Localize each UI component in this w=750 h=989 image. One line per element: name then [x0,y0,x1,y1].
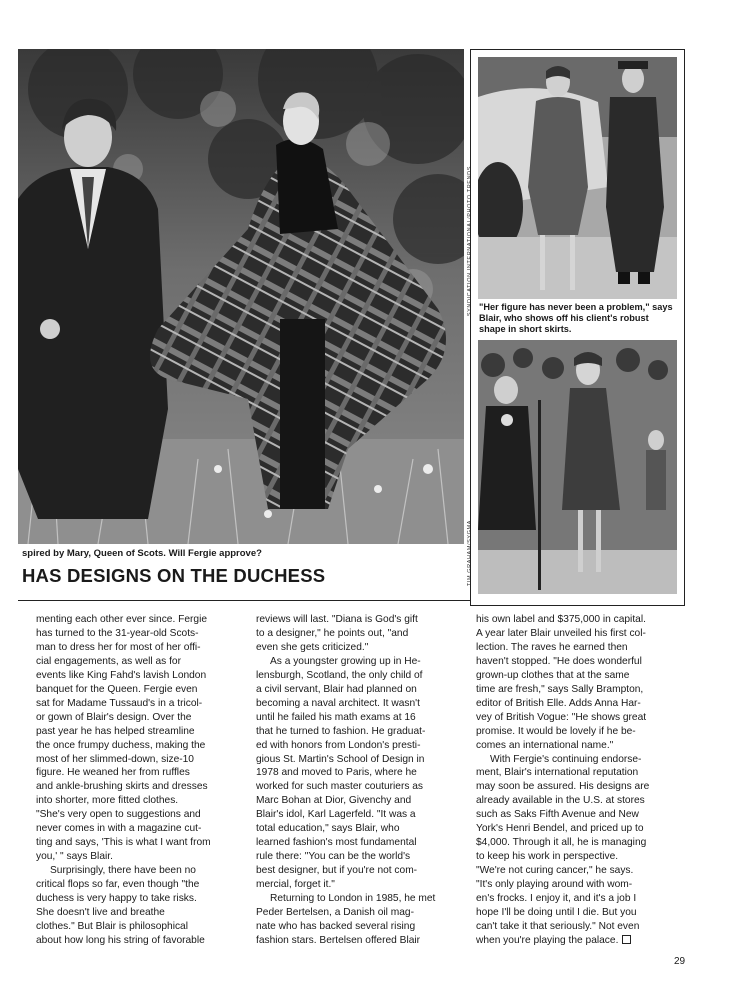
text-line: ed with honors from London's presti- [256,739,421,751]
photo-frame-right [684,49,685,606]
text-line: his own label and $375,000 in capital. [476,614,646,625]
caption-main-photo: spired by Mary, Queen of Scots. Will Fergie approve? [22,548,262,559]
text-line: never comes in with a magazine cut- [36,823,202,835]
last-line-text: when you're playing the palace. [476,934,619,946]
text-line-last [476,934,681,948]
main-photo-illustration [18,49,464,544]
text-line: Peder Bertelsen, a Danish oil mag- [256,907,414,919]
text-line: haven't stopped. "He does wonderful [476,655,642,667]
photo-frame-top [470,49,685,50]
text-line: 1978 and moved to Paris, where he [256,767,417,779]
text-line: duchess is very happy to take risks. [36,893,197,905]
photo-duchess-in-crowd-illustration [478,340,677,594]
text-line: the once frumpy duchess, making the [36,739,206,751]
text-line: promise. It would be lovely if he be- [476,725,636,737]
text-line: worked for such master couturiers as [256,781,424,793]
text-line: to a designer," he points out, "and [256,627,409,639]
text-line: "She's very open to suggestions and [36,809,201,821]
text-line: cial engagements, as well as for [36,655,181,667]
text-line: Returning to London in 1985, he met [270,893,436,905]
text-line: menting each other ever since. Fergie [36,614,208,625]
text-line: "It's only playing around with wom- [476,879,633,891]
text-line: As a youngster growing up in He- [270,655,421,667]
text-line: may soon be assured. His designs are [476,781,650,793]
text-line: A year later Blair unveiled his first col- [476,627,646,639]
photo-duchess-in-crowd [478,340,677,594]
text-line: hope I'll be doing until I die. But you [476,907,637,919]
text-line: Marc Bohan at Dior, Givenchy and [256,795,412,807]
text-line: a civil servant, Blair had planned on [256,683,417,695]
photo-divider-vertical [470,49,471,606]
text-line: comes an international name." [476,739,614,751]
text-line: about how long his string of favorable [36,934,205,946]
text-line: or gown of Blair's design. Over the [36,711,192,723]
text-line: until he failed his math exams at 16 [256,711,416,723]
text-line: such as Saks Fifth Avenue and New [476,809,639,821]
text-line: "We're not curing cancer," he says. [476,865,634,877]
article-column-3 [476,613,681,948]
text-line: into shorter, more fitted clothes. [36,795,179,807]
text-line: figure. He weaned her from ruffles [36,767,190,779]
text-line: reviews will last. "Diana is God's gift [256,614,418,625]
article-column-1 [36,613,241,948]
text-line: editor of British Elle. Adds Anna Har- [476,697,641,709]
text-line: to keep his work in perspective. [476,851,619,863]
text-line: fashion stars. Bertelsen offered Blair [256,934,421,946]
text-line: nate who has backed several rising [256,920,416,932]
text-line: grown-up clothes that at the same [476,669,630,681]
text-line: mercial, forget it." [256,879,335,891]
text-line: She doesn't live and breathe [36,907,165,919]
text-line: Surprisingly, there have been no [50,865,196,877]
text-line: even she gets criticized." [256,641,369,653]
text-line: has turned to the 31-year-old Scots- [36,627,199,639]
text-line: becoming a naval architect. It wasn't [256,697,420,709]
article-column-2 [256,613,461,948]
text-line: and ankle-brushing skirts and dresses [36,781,208,793]
text-line: en's frocks. I enjoy it, and it's a job I [476,893,637,905]
photo-frame-bottom [470,605,685,606]
photo-duchess-with-officer [478,57,677,299]
text-line: you,' " says Blair. [36,851,113,863]
text-line: With Fergie's continuing endorse- [490,753,642,765]
text-line: man to dress her for most of her offi- [36,641,201,653]
text-line: gious St. Martin's School of Design in [256,753,425,765]
text-line: lection. The raves he earned then [476,641,628,653]
text-line: banquet for the Queen. Fergie even [36,683,198,695]
text-line: critical flops so far, even though "the [36,879,200,891]
text-line: learned fashion's most fundamental [256,837,417,849]
article-headline: HAS DESIGNS ON THE DUCHESS [22,565,326,586]
page-number: 29 [674,956,686,967]
text-line: already available in the U.S. at stores [476,795,645,807]
headline-rule [18,600,470,601]
text-line: $4,000. Through it all, he is managing [476,837,647,849]
text-line: most of her slimmed-down, size-10 [36,753,194,765]
text-line: time are fresh," says Sally Brampton, [476,683,644,695]
text-line: events like King Fahd's lavish London [36,669,207,681]
text-line: ment, Blair's international reputation [476,767,639,779]
end-mark-icon [622,935,631,944]
text-line: that he turned to fashion. He graduat- [256,725,426,737]
text-line: rule there: "You can be the world's [256,851,411,863]
caption-top-right: "Her figure has never been a problem," says Blair, who shows off his client's robust shape in short skirts. [479,302,673,334]
text-line: lensburgh, Scotland, the only child of [256,669,423,681]
text-line: past year he has helped streamline [36,725,195,737]
text-line: vey of British Vogue: "He shows great [476,711,647,723]
photo-duchess-with-officer-illustration [478,57,677,299]
text-line: total education," says Blair, who [256,823,400,835]
main-photo [18,49,464,544]
text-line: clothes." But Blair is philosophical [36,920,188,932]
text-line: York's Henri Bendel, and priced up to [476,823,644,835]
text-line: best designer, but if you're not com- [256,865,418,877]
text-line: sat for Madame Tussaud's in a tricol- [36,697,203,709]
text-line: can't take it that seriously." Not even [476,920,640,932]
text-line: ting and says, 'This is what I want from [36,837,211,849]
text-line: Blair's idol, Karl Lagerfeld. "It was a [256,809,416,821]
